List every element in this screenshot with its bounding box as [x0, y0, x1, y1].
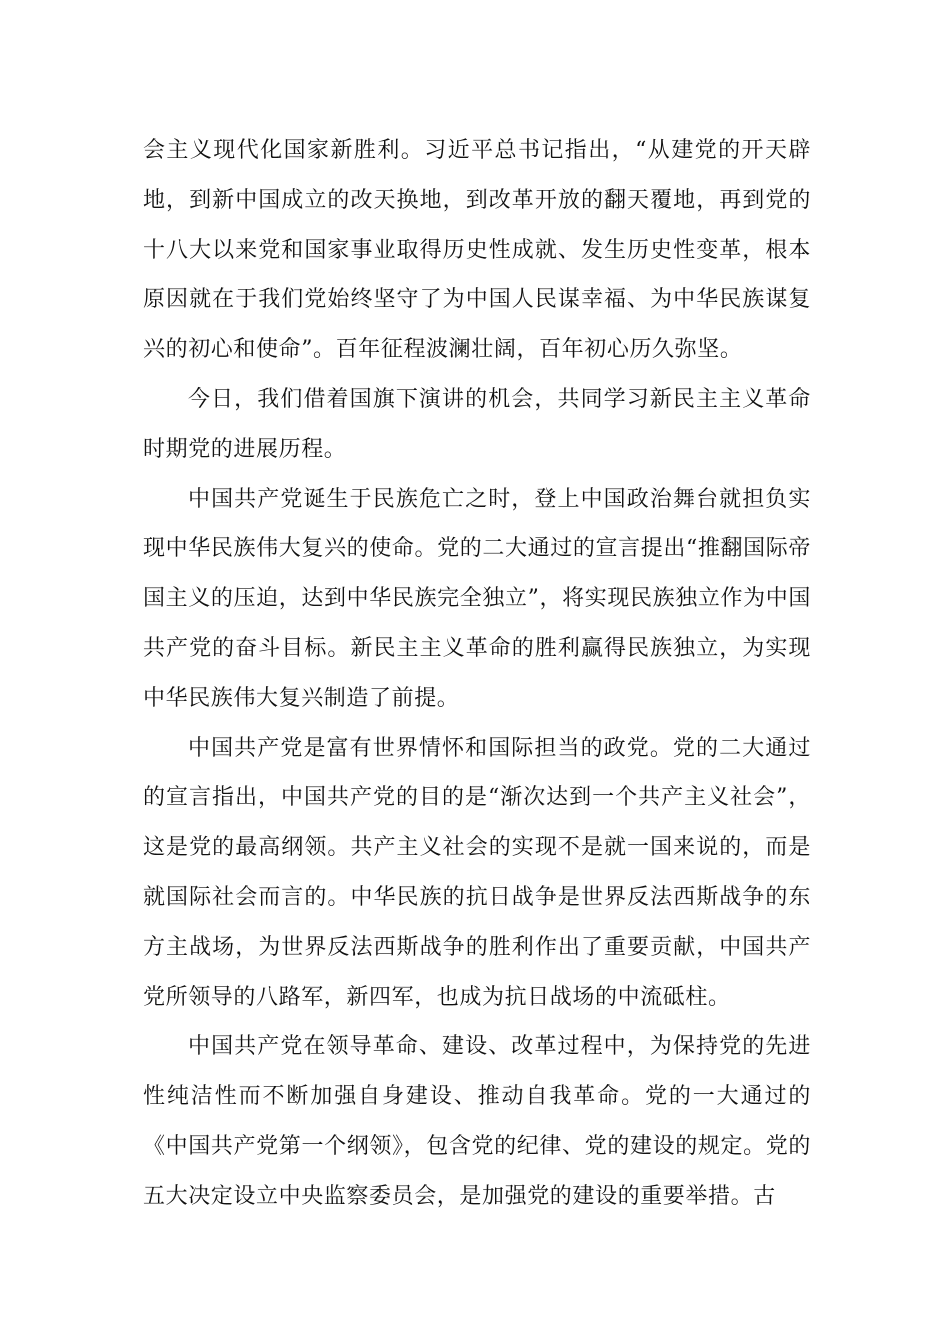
paragraph-3: 中国共产党诞生于民族危亡之时，登上中国政治舞台就担负实现中华民族伟大复兴的使命。党的二大通过的宣言提出“推翻国际帝国主义的压迫，达到中华民族完全独立”，将实现民族独立作为中国共产党的奋斗目标。新民主主义革命的胜利赢得民族独立，为实现中华民族伟大复兴制造了前提。	[143, 486, 811, 711]
paragraph-2: 今日，我们借着国旗下演讲的机会，共同学习新民主主义革命时期党的进展历程。	[143, 386, 811, 462]
paragraph-4: 中国共产党是富有世界情怀和国际担当的政党。党的二大通过的宣言指出，中国共产党的目的是“渐次达到一个共产主义社会”，这是党的最高纲领。共产主义社会的实现不是就一国来说的，而是就国际社会而言的。中华民族的抗日战争是世界反法西斯战争的东方主战场，为世界反法西斯战争的胜利作出了重要贡献，中国共产党所领导的八路军，新四军，也成为抗日战场的中流砥柱。	[143, 735, 811, 1010]
document-body	[143, 126, 811, 1222]
paragraph-5: 中国共产党在领导革命、建设、改革过程中，为保持党的先进性纯洁性而不断加强自身建设、推动自我革命。党的一大通过的《中国共产党第一个纲领》，包含党的纪律、党的建设的规定。党的五大决定设立中央监察委员会，是加强党的建设的重要举措。古	[143, 1034, 811, 1209]
paragraph-1: 会主义现代化国家新胜利。习近平总书记指出，“从建党的开天辟地，到新中国成立的改天换地，到改革开放的翻天覆地，再到党的十八大以来党和国家事业取得历史性成就、发生历史性变革，根本原因就在于我们党始终坚守了为中国人民谋幸福、为中华民族谋复兴的初心和使命”。百年征程波澜壮阔，百年初心历久弥坚。	[143, 138, 811, 363]
